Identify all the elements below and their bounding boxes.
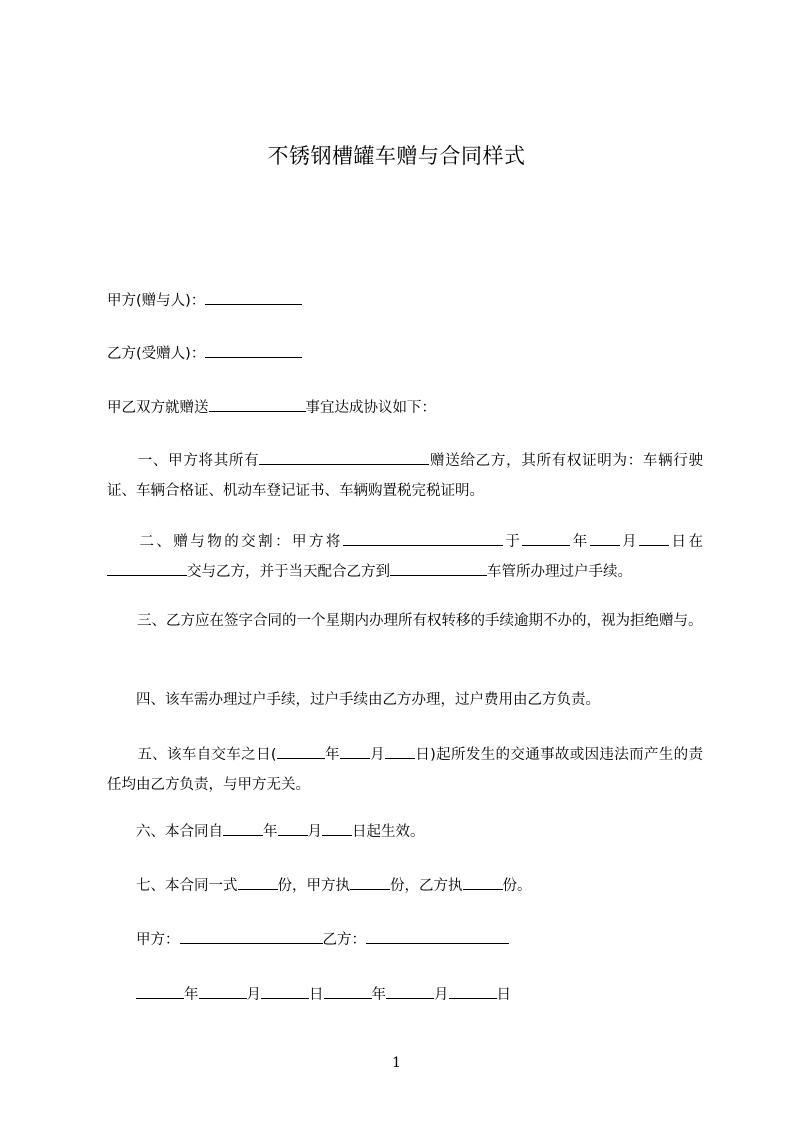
party-b-label: 乙方(受赠人)： (107, 346, 206, 362)
copies-total-blank[interactable] (238, 874, 278, 890)
party-a-blank[interactable] (205, 289, 302, 305)
clause2-month-blank[interactable] (590, 530, 620, 546)
signature-a-label: 甲方： (136, 932, 180, 948)
gift-item-blank[interactable] (209, 396, 306, 412)
clause-1: 一、甲方将其所有 赠送给乙方，其所有权证明为：车辆行驶证、车辆合格证、机动车登记证书、车辆购置税完税证明。 (107, 446, 703, 506)
clause2-day-blank[interactable] (639, 530, 669, 546)
signature-b-blank[interactable] (366, 928, 509, 944)
party-b-blank[interactable] (205, 342, 302, 358)
clause5-month-blank[interactable] (340, 743, 370, 759)
clause-5: 五、该车自交车之日( 年 月 日)起所发生的交通事故或因违法而产生的责任均由乙方负责，与甲方无关。 (107, 740, 703, 800)
date-b-year-blank[interactable] (324, 983, 372, 999)
date-b-day-blank[interactable] (449, 983, 497, 999)
clause6-year-blank[interactable] (223, 820, 263, 836)
clause2-item-blank[interactable] (343, 530, 503, 546)
clause6-day-blank[interactable] (322, 820, 352, 836)
clause5-year-blank[interactable] (277, 743, 325, 759)
signature-b-label: 乙方： (322, 932, 366, 948)
vehicle-blank[interactable] (259, 449, 429, 465)
intro-line (107, 396, 707, 420)
date-a-day-blank[interactable] (261, 983, 309, 999)
party-a-label: 甲方(赠与人)： (107, 293, 206, 309)
date-a-year-blank[interactable] (136, 983, 184, 999)
date-a-month-blank[interactable] (199, 983, 247, 999)
clause2-place-blank[interactable] (107, 560, 187, 576)
party-b-line (107, 342, 707, 366)
clause-6: 六、本合同自 年 月 日起生效。 (107, 820, 707, 844)
document-title: 不锈钢槽罐车赠与合同样式 (267, 144, 526, 168)
copies-b-blank[interactable] (463, 874, 503, 890)
intro-post: 事宜达成协议如下： (305, 400, 436, 416)
signature-a-blank[interactable] (180, 928, 323, 944)
party-a-line (107, 289, 707, 313)
signature-line (107, 928, 707, 952)
copies-a-blank[interactable] (350, 874, 390, 890)
clause6-month-blank[interactable] (278, 820, 308, 836)
clause-3: 三、乙方应在签字合同的一个星期内办理所有权转移的手续逾期不办的，视为拒绝赠与。 (137, 613, 703, 629)
intro-pre: 甲乙双方就赠送 (107, 400, 209, 416)
clause-2: 二、赠与物的交割：甲方将 于 年 月 日在交与乙方，并于当天配合乙方到 车管所办理过户手续。 (107, 527, 703, 587)
clause2-office-blank[interactable] (390, 560, 487, 576)
clause5-day-blank[interactable] (385, 743, 415, 759)
clause2-year-blank[interactable] (522, 530, 570, 546)
page-number: 1 (392, 1055, 401, 1071)
date-line: 年 月 日 年 月 日 (107, 983, 707, 1007)
clause-4: 四、该车需办理过户手续，过户手续由乙方办理，过户费用由乙方负责。 (136, 692, 600, 708)
date-b-month-blank[interactable] (386, 983, 434, 999)
clause-7: 七、本合同一式 份，甲方执 份，乙方执 份。 (107, 874, 707, 898)
